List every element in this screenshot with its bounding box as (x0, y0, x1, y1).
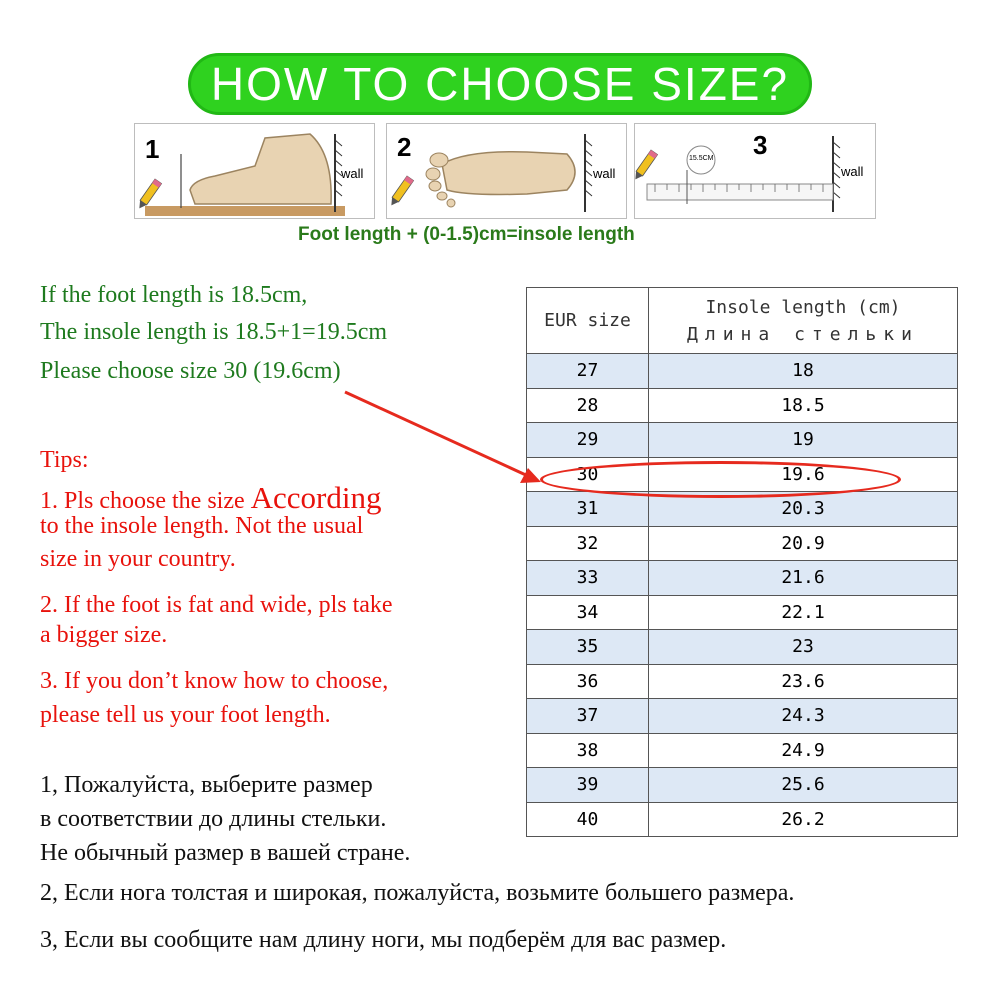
table-row (527, 699, 958, 734)
ruler-reading: 15.5CM (689, 155, 714, 162)
eur-size-cell: 40 (527, 802, 649, 837)
tip-3-line-1: 3. If you don’t know how to choose, (40, 668, 389, 694)
example-line-3: Please choose size 30 (19.6cm) (40, 358, 341, 384)
insole-length-cell: 20.9 (649, 526, 958, 561)
tip-1-line-2: to the insole length. Not the usual (40, 513, 364, 539)
ru-tip-1-line-2: в соответствии до длины стельки. (40, 806, 387, 832)
eur-size-cell: 31 (527, 492, 649, 527)
eur-size-cell: 33 (527, 561, 649, 596)
step-number: 1 (145, 134, 160, 164)
insole-length-cell: 24.3 (649, 699, 958, 734)
insole-length-cell: 22.1 (649, 595, 958, 630)
eur-size-cell: 37 (527, 699, 649, 734)
eur-size-cell: 39 (527, 768, 649, 803)
wall-label: wall (593, 166, 616, 181)
table-row (527, 630, 958, 665)
insole-length-cell: 23.6 (649, 664, 958, 699)
size-formula: Foot length + (0-1.5)cm=insole length (298, 224, 635, 245)
table-row (527, 768, 958, 803)
highlight-ellipse (540, 461, 901, 498)
eur-size-cell: 35 (527, 630, 649, 665)
tip-3-line-2: please tell us your foot length. (40, 702, 331, 728)
tip-2-line-1: 2. If the foot is fat and wide, pls take (40, 592, 393, 618)
example-line-1: If the foot length is 18.5cm, (40, 282, 308, 308)
eur-size-cell: 29 (527, 423, 649, 458)
step-panel-1 (134, 123, 375, 219)
size-table (526, 287, 958, 837)
ru-tip-2: 2, Если нога толстая и широкая, пожалуйста, возьмите большего размера. (40, 880, 795, 906)
wall-label: wall (341, 166, 364, 181)
ru-tip-3: 3, Если вы сообщите нам длину ноги, мы подберём для вас размер. (40, 927, 727, 953)
insole-length-cell: 24.9 (649, 733, 958, 768)
column-header-insole-en: Insole length (cm) (705, 296, 901, 318)
insole-length-cell: 18 (649, 354, 958, 389)
table-row (527, 388, 958, 423)
insole-length-cell: 26.2 (649, 802, 958, 837)
banner-title: HOW TO CHOOSE SIZE? (210, 58, 790, 110)
table-row (527, 664, 958, 699)
column-header-insole (649, 288, 958, 354)
foot-side-illustration (135, 124, 375, 219)
column-header-insole-ru: Длина стельки (687, 323, 919, 345)
eur-size-cell: 28 (527, 388, 649, 423)
tip-1-line-1 (40, 480, 381, 516)
insole-length-cell: 25.6 (649, 768, 958, 803)
eur-size-cell: 30 (527, 457, 649, 492)
eur-size-cell: 32 (527, 526, 649, 561)
tips-title: Tips: (40, 447, 89, 473)
tip-1-line-3: size in your country. (40, 546, 236, 572)
table-row (527, 595, 958, 630)
ru-tip-1-line-3: Не обычный размер в вашей стране. (40, 840, 411, 866)
tip-1-text: 1. Pls choose the size (40, 488, 251, 514)
eur-size-cell: 27 (527, 354, 649, 389)
eur-size-cell: 36 (527, 664, 649, 699)
insole-length-cell: 19 (649, 423, 958, 458)
title-banner (188, 53, 812, 115)
table-row (527, 802, 958, 837)
insole-length-cell: 20.3 (649, 492, 958, 527)
table-header-row (527, 288, 958, 354)
table-row (527, 561, 958, 596)
step-panel-3 (634, 123, 876, 219)
insole-length-cell: 18.5 (649, 388, 958, 423)
example-line-2: The insole length is 18.5+1=19.5cm (40, 319, 388, 345)
table-row (527, 733, 958, 768)
wall-label: wall (841, 164, 864, 179)
table-row (527, 526, 958, 561)
step-number: 3 (753, 130, 768, 160)
insole-length-cell: 19.6 (649, 457, 958, 492)
step-number: 2 (397, 132, 412, 162)
ru-tip-1-line-1: 1, Пожалуйста, выберите размер (40, 772, 373, 798)
foot-top-illustration (387, 124, 627, 219)
eur-size-cell: 38 (527, 733, 649, 768)
table-body (527, 354, 958, 837)
tip-2-line-2: a bigger size. (40, 622, 168, 648)
table-row (527, 354, 958, 389)
insole-length-cell: 23 (649, 630, 958, 665)
eur-size-cell: 34 (527, 595, 649, 630)
insole-length-cell: 21.6 (649, 561, 958, 596)
step-panel-2 (386, 123, 627, 219)
tip-1-emphasis: According (250, 480, 382, 515)
table-row (527, 423, 958, 458)
column-header-eur: EUR size (527, 288, 649, 354)
